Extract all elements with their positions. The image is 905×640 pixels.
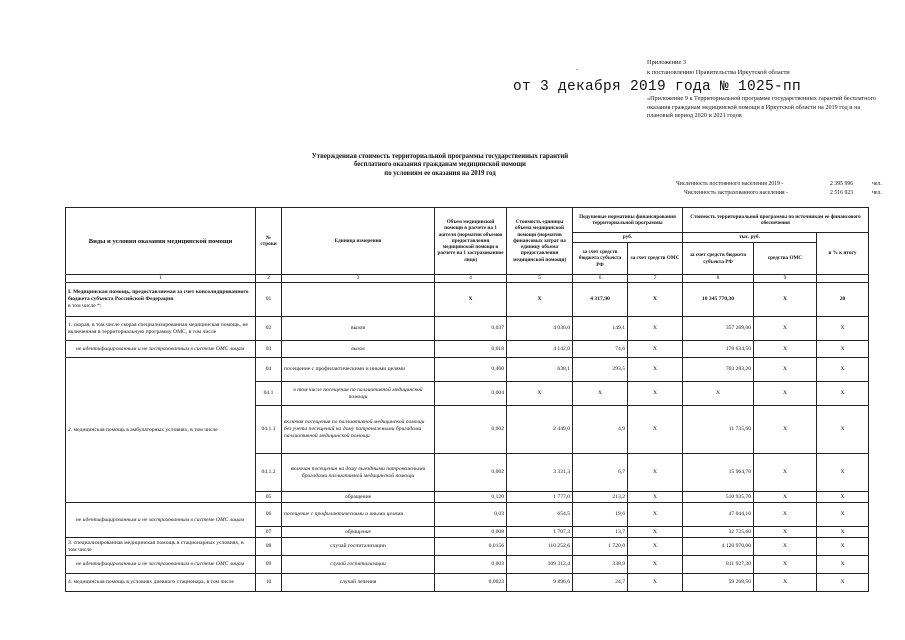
row-cost: 2 449,0 (507, 406, 573, 454)
appendix-line-1: Приложение 3 (647, 59, 687, 66)
row-no: 04.1 (256, 382, 282, 406)
table-row (66, 503, 869, 527)
row-name (66, 283, 256, 317)
header-volume: Объем медицинской помощи в расчете на 1 жителя (норматив объемов предоставления медицинской помощи в расчете на 1 застрахованное лицо) (435, 208, 507, 275)
row-pct: X (817, 454, 869, 492)
row-pcb: 338,9 (573, 556, 628, 574)
header-per-capita-oms: за счет средств ОМС (628, 243, 683, 275)
row-cb: 47 044,10 (683, 503, 754, 527)
row-no: 09 (256, 556, 282, 574)
row-no: 02 (256, 317, 282, 341)
header-cost-unit: Стоимость единицы объема медицинской помощи (норматив финансовых затрат на единицу объема предоставления медицинской помощи) (507, 208, 573, 275)
row-pco: X (628, 492, 683, 503)
row-no: 04 (256, 358, 282, 382)
row-pco: X (628, 341, 683, 358)
decree-date-number: от 3 декабря 2019 года № 1025-пп (513, 79, 802, 95)
header-cost-budget: за счет средств бюджета субъекта РФ (683, 243, 754, 275)
row-pcb: 24,7 (573, 574, 628, 592)
row-pcb: 74,6 (573, 341, 628, 358)
column-numbers-row (66, 275, 869, 283)
col-num: 9 (754, 275, 817, 283)
row-co: X (754, 527, 817, 538)
row-unit: включая посещения по паллиативной медицинской помощи без учета посещений на дому патронажными бригадами паллиативной медицинской помощи (282, 406, 435, 454)
row-vol: X (435, 283, 507, 317)
title-line-1: Утвержденная стоимость территориальной программы государственных гарантий (311, 153, 569, 160)
row-vol: 0,460 (435, 358, 507, 382)
row-vol: 0,120 (435, 492, 507, 503)
row-co: X (754, 454, 817, 492)
row-unit: включая посещения на дому выездными патронажными бригадами паллиативной медицинской помощи (282, 454, 435, 492)
row-pco: X (628, 454, 683, 492)
appendix-block (647, 58, 790, 78)
row-pcb: 13,7 (573, 527, 628, 538)
row-cost: 1 707,3 (507, 527, 573, 538)
insured-population-label: Численность застрахованного населения - (684, 190, 788, 196)
row-co: X (754, 538, 817, 556)
col-num: 3 (282, 275, 435, 283)
table-row (66, 538, 869, 556)
row-vol: 0,0156 (435, 538, 507, 556)
row-pcb: X (573, 382, 628, 406)
permanent-population-value: 2 395 996 (830, 181, 854, 187)
row-no: 07 (256, 527, 282, 538)
col-num: 1 (66, 275, 256, 283)
row-cb: 510 935,70 (683, 492, 754, 503)
row-pco: X (628, 574, 683, 592)
row-pct: X (817, 556, 869, 574)
row-co: X (754, 341, 817, 358)
row-co: X (754, 382, 817, 406)
row-name: не идентифицированным и не застрахованным в системе ОМС лицам (66, 556, 256, 574)
header-per-capita-budget: за счет средств бюджета субъекта РФ (573, 243, 628, 275)
row-vol: 0,002 (435, 454, 507, 492)
row-vol: 0,0023 (435, 574, 507, 592)
row-pco: X (628, 317, 683, 341)
col-num: 5 (507, 275, 573, 283)
col-num: 2 (256, 275, 282, 283)
scan-dot: . (576, 63, 578, 72)
row-pcb: 293,5 (573, 358, 628, 382)
row-pct: X (817, 538, 869, 556)
insured-population-unit: чел. (872, 190, 882, 196)
row-vol: 0,018 (435, 341, 507, 358)
col-num: 8 (683, 275, 754, 283)
row-unit: вызов (282, 317, 435, 341)
row-cb: 178 634,50 (683, 341, 754, 358)
row-pco: X (628, 358, 683, 382)
row-cb: 357 269,00 (683, 317, 754, 341)
row-no: 05 (256, 492, 282, 503)
row-pco: X (628, 527, 683, 538)
row-no: 06 (256, 503, 282, 527)
row-sub-text: в том числе *: (68, 303, 102, 309)
header-cost-oms: средства ОМС (754, 243, 817, 275)
row-unit: посещение с профилактическими и иными целями (282, 358, 435, 382)
row-pco: X (628, 538, 683, 556)
row-cost: X (507, 382, 573, 406)
table-row (66, 283, 869, 317)
header-kinds: Виды и условия оказания медицинской помощи (66, 208, 256, 275)
row-no: 04.1.2 (256, 454, 282, 492)
row-pcb: 19,6 (573, 503, 628, 527)
row-pcb: 1 720,0 (573, 538, 628, 556)
header-total-cost: Стоимость территориальной программы по источникам ее финансового обеспечения (683, 208, 869, 233)
row-cb: 811 927,30 (683, 556, 754, 574)
row-pct: X (817, 574, 869, 592)
row-pct: X (817, 341, 869, 358)
row-unit: вызов (282, 341, 435, 358)
row-name: 4. медицинская помощь в условиях дневного стационара, в том числе (66, 574, 256, 592)
row-co: X (754, 406, 817, 454)
row-cost: 4 142,0 (507, 341, 573, 358)
row-name: не идентифицированным и не застрахованным в системе ОМС лицам (66, 341, 256, 358)
row-no: 10 (256, 574, 282, 592)
header-pct: в % к итогу (817, 233, 869, 275)
row-pct: X (817, 406, 869, 454)
row-cost: 654,5 (507, 503, 573, 527)
row-vol: 0,037 (435, 317, 507, 341)
row-cost: 109 312,4 (507, 556, 573, 574)
row-vol: 0,008 (435, 527, 507, 538)
row-cb: 11 735,60 (683, 406, 754, 454)
header-unit: Единица измерения (282, 208, 435, 275)
permanent-population-unit: чел. (872, 181, 882, 187)
table-row (66, 556, 869, 574)
row-cost: 4 030,0 (507, 317, 573, 341)
header-row-no: № строки (256, 208, 282, 275)
document-title (230, 153, 650, 178)
row-cb: 32 725,60 (683, 527, 754, 538)
row-no: 01 (256, 283, 282, 317)
col-num: 7 (628, 275, 683, 283)
row-co: X (754, 503, 817, 527)
row-pcb: 4 317,90 (573, 283, 628, 317)
row-pco: X (628, 503, 683, 527)
row-no: 04.1.1 (256, 406, 282, 454)
row-unit: посещение с профилактическими и иными целями (282, 503, 435, 527)
row-vol: 0,002 (435, 406, 507, 454)
row-pct: X (817, 358, 869, 382)
row-co: X (754, 574, 817, 592)
table-row (66, 341, 869, 358)
row-cost: 3 331,3 (507, 454, 573, 492)
row-unit: случай лечения (282, 574, 435, 592)
row-pco: X (628, 556, 683, 574)
row-cb: 4 120 970,00 (683, 538, 754, 556)
permanent-population-label: Численность постоянного населения 2019 - (676, 181, 784, 187)
row-vol: 0,004 (435, 382, 507, 406)
row-name: 1. скорая, в том числе скорая специализированная медицинская помощь, не включенная в территориальную программу ОМС, в том числе (66, 317, 256, 341)
row-cost: 110 252,6 (507, 538, 573, 556)
row-pcb: 4,9 (573, 406, 628, 454)
row-pct: X (817, 382, 869, 406)
row-cost: 1 777,0 (507, 492, 573, 503)
cost-table (65, 207, 869, 592)
row-pct: X (817, 492, 869, 503)
row-unit: случай госпитализации (282, 556, 435, 574)
row-co: X (754, 556, 817, 574)
row-unit: в том числе посещения по паллиативной медицинской помощи (282, 382, 435, 406)
row-vol: 0,03 (435, 503, 507, 527)
row-vol: 0,003 (435, 556, 507, 574)
row-name: 3. специализированная медицинская помощь в стационарных условиях, в том числе (66, 538, 256, 556)
row-pct: X (817, 317, 869, 341)
title-line-3: по условиям ее оказания на 2019 год (384, 169, 496, 177)
row-unit (282, 283, 435, 317)
row-cost: 638,1 (507, 358, 573, 382)
row-cb: 10 345 770,30 (683, 283, 754, 317)
col-num: 6 (573, 275, 628, 283)
row-cost: X (507, 283, 573, 317)
table-row (66, 317, 869, 341)
header-rub: руб. (573, 233, 683, 243)
appendix-line-2: к постановлению Правительства Иркутской области (647, 69, 790, 76)
col-num: 4 (435, 275, 507, 283)
row-name: не идентифицированным и не застрахованным в системе ОМС лицам (66, 503, 256, 538)
row-pct: X (817, 527, 869, 538)
col-num (817, 275, 869, 283)
row-cb: 15 964,70 (683, 454, 754, 492)
row-unit: обращение (282, 492, 435, 503)
row-pcb: 6,7 (573, 454, 628, 492)
row-cb: X (683, 382, 754, 406)
table-row (66, 574, 869, 592)
row-pco: X (628, 382, 683, 406)
row-cb: 703 283,20 (683, 358, 754, 382)
row-co: X (754, 492, 817, 503)
row-co: X (754, 317, 817, 341)
row-name-text: I. Медицинская помощь, предоставляемая за счет консолидированного бюджета субъекта Российской Федерации (68, 289, 249, 302)
row-unit: обращение (282, 527, 435, 538)
appendix-note: «Приложение 9 к Территориальной программе государственных гарантий бесплатного оказания гражданам медицинской помощи в Иркутской области на 2019 год и на плановый период 2020 и 2021 годов (647, 95, 877, 120)
row-cost: 9 896,6 (507, 574, 573, 592)
row-pcb: 149,1 (573, 317, 628, 341)
row-co: X (754, 283, 817, 317)
insured-population-value: 2 516 923 (830, 190, 854, 196)
header-per-capita: Подушевые нормативы финансирования территориальной программы (573, 208, 683, 233)
row-no: 03 (256, 341, 282, 358)
row-name: 2. медицинская помощь в амбулаторных условиях, в том числе (66, 358, 256, 503)
row-pco: X (628, 406, 683, 454)
row-pct: 20 (817, 283, 869, 317)
row-no: 08 (256, 538, 282, 556)
row-pcb: 213,2 (573, 492, 628, 503)
row-pco: X (628, 283, 683, 317)
row-cb: 59 268,50 (683, 574, 754, 592)
header-thous-rub: тыс. руб. (683, 233, 817, 243)
table-row (66, 358, 869, 382)
row-unit: случай госпитализации (282, 538, 435, 556)
row-pct: X (817, 503, 869, 527)
title-line-2: бесплатного оказания гражданам медицинской помощи (354, 161, 526, 169)
row-co: X (754, 358, 817, 382)
